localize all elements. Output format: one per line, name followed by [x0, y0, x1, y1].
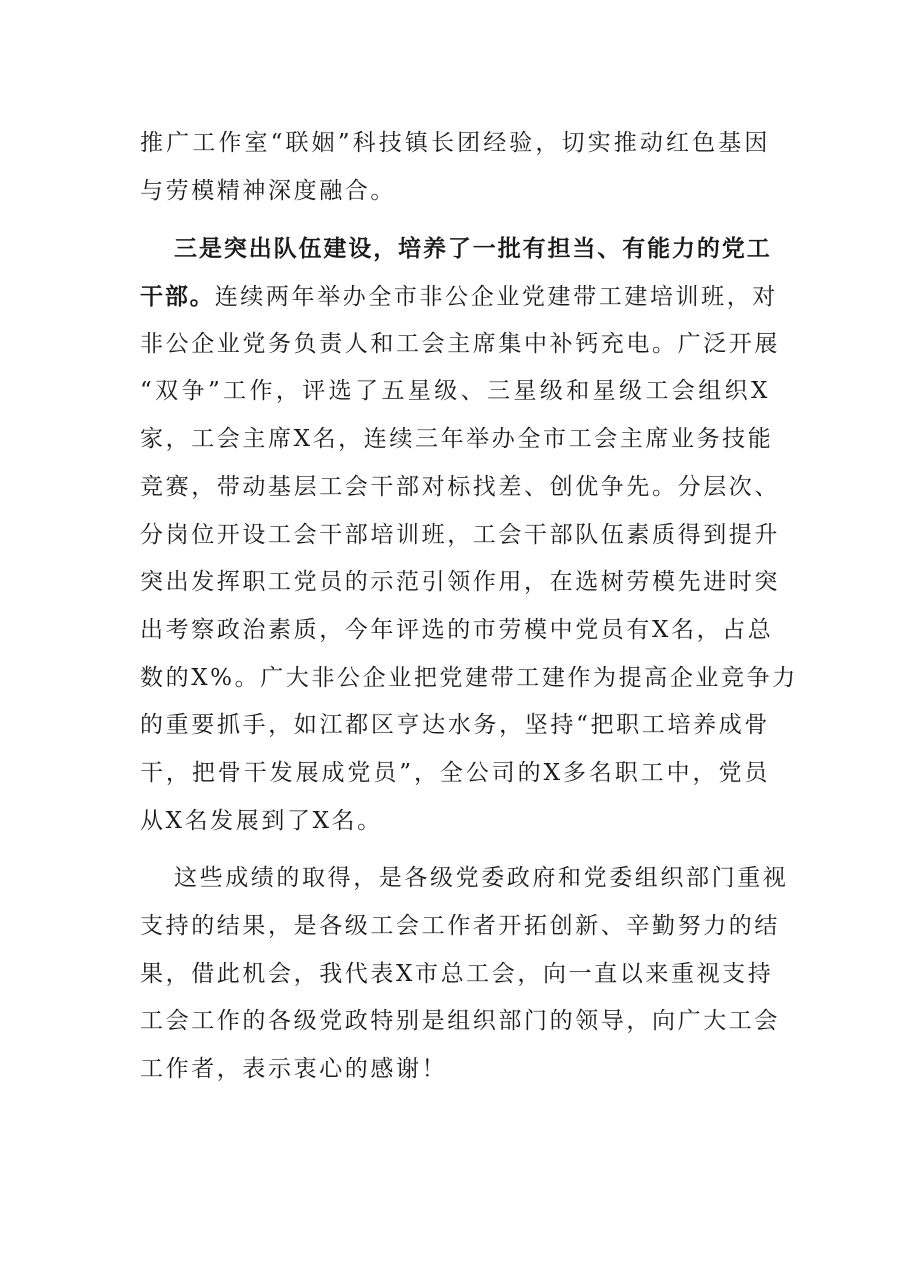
text-line: 从X名发展到了X名。 [140, 807, 383, 834]
document-page [140, 120, 798, 1094]
text-line: “双争”工作，评选了五星级、三星级和星级工会组织X [140, 378, 770, 405]
text-line: 干，把骨干发展成党员”，全公司的X多名职工中，党员 [140, 759, 770, 786]
text-line: 家，工会主席X名，连续三年举办全市工会主席业务技能 [140, 426, 774, 453]
bold-heading-line: 三是突出队伍建设，培养了一批有担当、有能力的党工 [174, 235, 772, 263]
paragraph-gap [140, 215, 770, 225]
text-line [140, 273, 778, 321]
text-line: 突出发挥职工党员的示范引领作用，在选树劳模先进时突 [140, 569, 780, 596]
text-line: 的重要抓手，如江都区亨达水务，坚持“把职工培养成骨 [140, 712, 770, 739]
bold-heading-lead: 干部。 [140, 283, 215, 311]
text-run: 连续两年举办全市非公企业党建带工建培训班，对 [214, 284, 778, 311]
text-line: 这些成绩的取得，是各级党委政府和党委组织部门重视 [174, 865, 789, 892]
text-line: 数的X%。广大非公企业把党建带工建作为提高企业竞争力 [140, 664, 798, 691]
text-line: 果，借此机会，我代表X市总工会，向一直以来重视支持 [140, 960, 774, 987]
paragraph-2 [140, 225, 798, 845]
text-line: 支持的结果，是各级工会工作者开拓创新、辛勤努力的结 [140, 913, 780, 939]
text-line: 竞赛，带动基层工会干部对标找差、创优争先。分层次、 [140, 473, 780, 500]
text-line: 工作者，表示衷心的感谢！ [140, 1056, 448, 1083]
text-line: 工会工作的各级党政特别是组织部门的领导，向广大工会 [140, 1008, 780, 1035]
paragraph-gap [140, 845, 770, 855]
text-line: 分岗位开设工会干部培训班，工会干部队伍素质得到提升 [140, 521, 780, 548]
text-line: 与劳模精神深度融合。 [140, 177, 396, 204]
text-line: 推广工作室“联姻”科技镇长团经验，切实推动红色基因 [140, 130, 770, 156]
text-line: 出考察政治素质，今年评选的市劳模中党员有X名，占总 [140, 616, 774, 643]
text-line: 非公企业党务负责人和工会主席集中补钙充电。广泛开展 [140, 330, 780, 357]
paragraph-3 [140, 855, 789, 1093]
paragraph-1 [140, 120, 770, 215]
